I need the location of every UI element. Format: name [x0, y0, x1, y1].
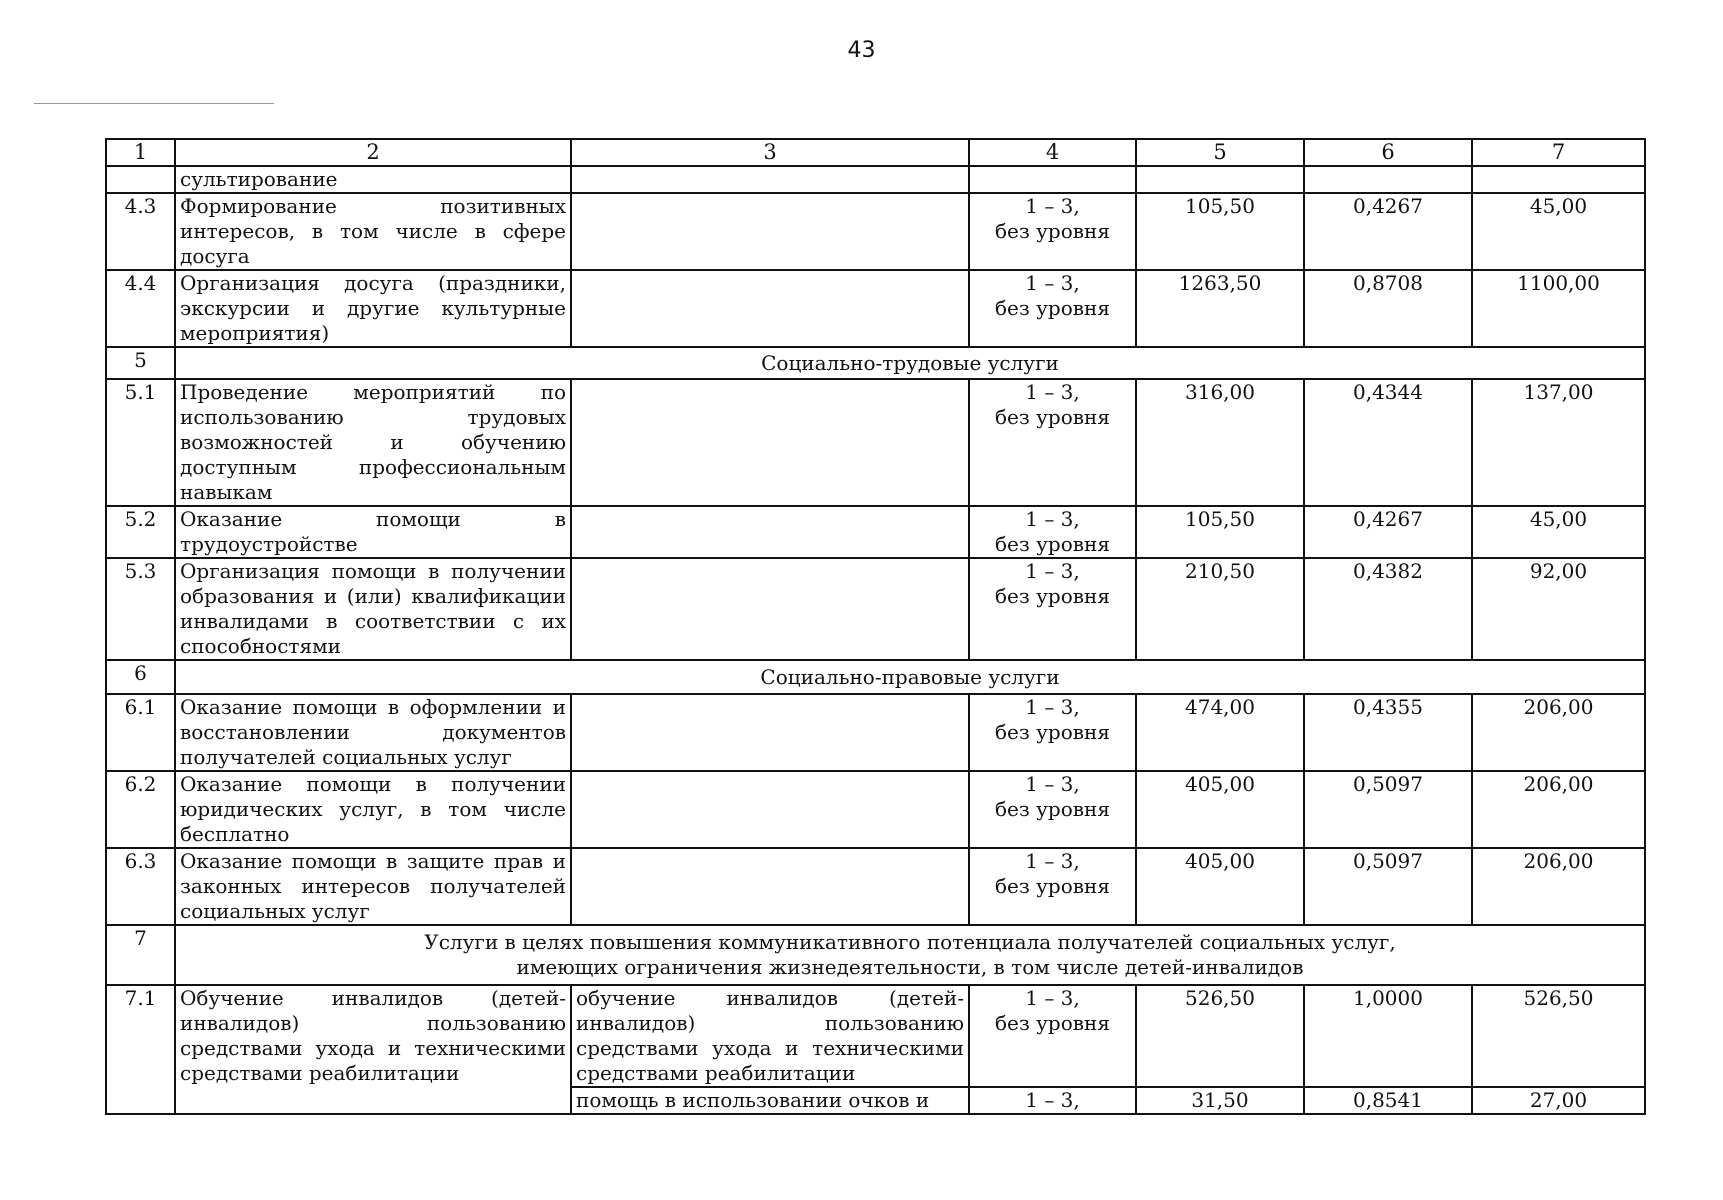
- item-number: 7.1: [106, 985, 175, 1114]
- value-cell: 474,00: [1136, 694, 1304, 771]
- level-cell: 1 – 3, без уровня: [969, 694, 1136, 771]
- service-description: помощь в использовании очков и: [571, 1087, 969, 1114]
- item-number: 5.3: [106, 558, 175, 660]
- level-cell: 1 – 3, без уровня: [969, 558, 1136, 660]
- value-cell: [1136, 166, 1304, 193]
- header-row: [106, 139, 1645, 166]
- section-title: Социально-правовые услуги: [175, 660, 1645, 694]
- table-row: [106, 193, 1645, 270]
- coefficient-cell: 0,4355: [1304, 694, 1472, 771]
- coefficient-cell: 0,4267: [1304, 193, 1472, 270]
- coefficient-cell: 0,8708: [1304, 270, 1472, 347]
- level-cell: 1 – 3, без уровня: [969, 771, 1136, 848]
- value-cell: 210,50: [1136, 558, 1304, 660]
- service-name: Оказание помощи в оформлении и восстановлении документов получателей социальных услуг: [175, 694, 571, 771]
- value-cell: 105,50: [1136, 193, 1304, 270]
- page-number: 43: [847, 38, 876, 63]
- section-row: [106, 347, 1645, 379]
- value-cell: 45,00: [1472, 506, 1645, 558]
- value-cell: 206,00: [1472, 771, 1645, 848]
- section-number: 7: [106, 925, 175, 985]
- services-table: [105, 138, 1646, 1115]
- service-description: [571, 771, 969, 848]
- item-number: 5.1: [106, 379, 175, 506]
- service-name: Обучение инвалидов (детей-инвалидов) пользованию средствами ухода и техническими средствами реабилитации: [175, 985, 571, 1114]
- table-row: [106, 694, 1645, 771]
- service-description: [571, 193, 969, 270]
- level-cell: 1 – 3, без уровня: [969, 379, 1136, 506]
- value-cell: 1100,00: [1472, 270, 1645, 347]
- service-name: Организация помощи в получении образования и (или) квалификации инвалидами в соответствии с их способностями: [175, 558, 571, 660]
- coefficient-cell: [1304, 166, 1472, 193]
- level-cell: 1 – 3,: [969, 1087, 1136, 1114]
- value-cell: 316,00: [1136, 379, 1304, 506]
- table-row: [106, 379, 1645, 506]
- value-cell: 137,00: [1472, 379, 1645, 506]
- section-number: 5: [106, 347, 175, 379]
- value-cell: 405,00: [1136, 848, 1304, 925]
- header-cell: 1: [106, 139, 175, 166]
- level-cell: [969, 166, 1136, 193]
- value-cell: 206,00: [1472, 694, 1645, 771]
- service-description: [571, 379, 969, 506]
- coefficient-cell: 0,4267: [1304, 506, 1472, 558]
- header-cell: 2: [175, 139, 571, 166]
- table-row: [106, 771, 1645, 848]
- header-cell: 3: [571, 139, 969, 166]
- level-cell: 1 – 3, без уровня: [969, 848, 1136, 925]
- coefficient-cell: 0,5097: [1304, 848, 1472, 925]
- coefficient-cell: 0,8541: [1304, 1087, 1472, 1114]
- service-name: Организация досуга (праздники, экскурсии и другие культурные мероприятия): [175, 270, 571, 347]
- level-cell: 1 – 3, без уровня: [969, 193, 1136, 270]
- level-cell: 1 – 3, без уровня: [969, 270, 1136, 347]
- table-row: [106, 558, 1645, 660]
- coefficient-cell: 0,4344: [1304, 379, 1472, 506]
- section-row: [106, 925, 1645, 985]
- table-row: [106, 848, 1645, 925]
- service-name: сультирование: [175, 166, 571, 193]
- value-cell: 206,00: [1472, 848, 1645, 925]
- value-cell: 526,50: [1136, 985, 1304, 1087]
- table-row: [106, 166, 1645, 193]
- table-row: [106, 985, 1645, 1087]
- service-name: Формирование позитивных интересов, в том числе в сфере досуга: [175, 193, 571, 270]
- scan-line: [34, 103, 274, 104]
- value-cell: 31,50: [1136, 1087, 1304, 1114]
- value-cell: 526,50: [1472, 985, 1645, 1087]
- service-description: [571, 694, 969, 771]
- value-cell: 45,00: [1472, 193, 1645, 270]
- coefficient-cell: 0,5097: [1304, 771, 1472, 848]
- value-cell: 105,50: [1136, 506, 1304, 558]
- item-number: 6.1: [106, 694, 175, 771]
- service-description: [571, 848, 969, 925]
- header-cell: 7: [1472, 139, 1645, 166]
- item-number: 6.2: [106, 771, 175, 848]
- item-number: 4.4: [106, 270, 175, 347]
- service-description: [571, 270, 969, 347]
- table-row: [106, 506, 1645, 558]
- value-cell: [1472, 166, 1645, 193]
- value-cell: 405,00: [1136, 771, 1304, 848]
- service-description: [571, 506, 969, 558]
- section-row: [106, 660, 1645, 694]
- header-cell: 6: [1304, 139, 1472, 166]
- service-name: Оказание помощи в трудоустройстве: [175, 506, 571, 558]
- service-name: Оказание помощи в защите прав и законных интересов получателей социальных услуг: [175, 848, 571, 925]
- service-description: [571, 166, 969, 193]
- coefficient-cell: 1,0000: [1304, 985, 1472, 1087]
- service-name: Проведение мероприятий по использованию трудовых возможностей и обучению доступным профессиональным навыкам: [175, 379, 571, 506]
- item-number: 6.3: [106, 848, 175, 925]
- section-title: Социально-трудовые услуги: [175, 347, 1645, 379]
- value-cell: 27,00: [1472, 1087, 1645, 1114]
- item-number: 5.2: [106, 506, 175, 558]
- value-cell: 92,00: [1472, 558, 1645, 660]
- level-cell: 1 – 3, без уровня: [969, 506, 1136, 558]
- level-cell: 1 – 3, без уровня: [969, 985, 1136, 1087]
- item-number: 4.3: [106, 193, 175, 270]
- service-name: Оказание помощи в получении юридических услуг, в том числе бесплатно: [175, 771, 571, 848]
- service-description: обучение инвалидов (детей-инвалидов) пользованию средствами ухода и техническими средствами реабилитации: [571, 985, 969, 1087]
- table-row: [106, 270, 1645, 347]
- header-cell: 4: [969, 139, 1136, 166]
- service-description: [571, 558, 969, 660]
- section-title: Услуги в целях повышения коммуникативного потенциала получателей социальных услуг, имеющих ограничения жизнедеятельности, в том числе детей-инвалидов: [175, 925, 1645, 985]
- item-number: [106, 166, 175, 193]
- section-number: 6: [106, 660, 175, 694]
- value-cell: 1263,50: [1136, 270, 1304, 347]
- header-cell: 5: [1136, 139, 1304, 166]
- coefficient-cell: 0,4382: [1304, 558, 1472, 660]
